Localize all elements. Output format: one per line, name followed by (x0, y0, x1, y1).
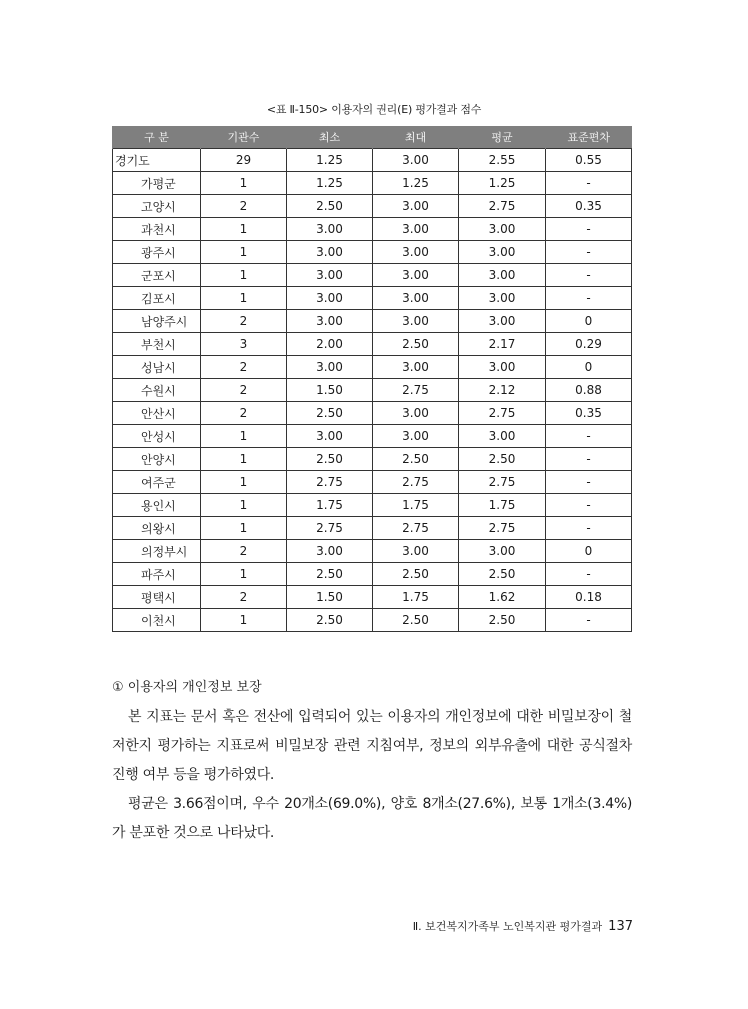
value-cell: 1 (201, 494, 287, 517)
table-row (113, 586, 632, 609)
table-row (113, 379, 632, 402)
value-cell: 2.75 (373, 379, 459, 402)
value-cell: 2.75 (459, 195, 546, 218)
value-cell: 2.50 (287, 195, 373, 218)
table-row (113, 609, 632, 632)
page-number: 137 (608, 919, 633, 934)
value-cell: 1 (201, 241, 287, 264)
column-header: 최소 (287, 126, 373, 149)
value-cell: 3.00 (373, 195, 459, 218)
value-cell: - (546, 287, 632, 310)
value-cell: 2.50 (459, 448, 546, 471)
value-cell: 0.18 (546, 586, 632, 609)
value-cell: 1.75 (459, 494, 546, 517)
value-cell: 1 (201, 172, 287, 195)
value-cell: 2.75 (287, 471, 373, 494)
table-row (113, 425, 632, 448)
value-cell: - (546, 218, 632, 241)
value-cell: 2 (201, 310, 287, 333)
value-cell: 1.25 (287, 172, 373, 195)
value-cell: 2.50 (373, 333, 459, 356)
region-name-cell: 수원시 (113, 379, 201, 402)
value-cell: - (546, 241, 632, 264)
value-cell: 1 (201, 264, 287, 287)
value-cell: 2.50 (373, 563, 459, 586)
body-text (112, 703, 632, 848)
region-name-cell: 평택시 (113, 586, 201, 609)
table-row (113, 241, 632, 264)
value-cell: 2.50 (287, 402, 373, 425)
value-cell: 3.00 (373, 241, 459, 264)
region-name-cell: 여주군 (113, 471, 201, 494)
value-cell: 3.00 (459, 218, 546, 241)
value-cell: - (546, 264, 632, 287)
value-cell: 3.00 (373, 356, 459, 379)
value-cell: 3.00 (459, 287, 546, 310)
region-name-cell: 가평군 (113, 172, 201, 195)
value-cell: 1 (201, 563, 287, 586)
score-table (112, 126, 632, 632)
value-cell: 3.00 (459, 264, 546, 287)
value-cell: 2 (201, 356, 287, 379)
value-cell: 2 (201, 540, 287, 563)
value-cell: 3 (201, 333, 287, 356)
value-cell: 0.55 (546, 149, 632, 172)
region-name-cell: 용인시 (113, 494, 201, 517)
value-cell: 2.75 (459, 471, 546, 494)
region-name-cell: 안산시 (113, 402, 201, 425)
section-heading: ① 이용자의 개인정보 보장 (112, 680, 262, 695)
running-head: Ⅱ. 보건복지가족부 노인복지관 평가결과 (412, 920, 603, 933)
value-cell: 2 (201, 195, 287, 218)
value-cell: 2.75 (373, 471, 459, 494)
value-cell: 3.00 (287, 287, 373, 310)
value-cell: 2.75 (459, 517, 546, 540)
value-cell: 29 (201, 149, 287, 172)
table-row (113, 494, 632, 517)
value-cell: 3.00 (287, 264, 373, 287)
value-cell: 2.50 (287, 563, 373, 586)
value-cell: 1.75 (373, 586, 459, 609)
value-cell: 3.00 (373, 425, 459, 448)
value-cell: - (546, 172, 632, 195)
value-cell: 3.00 (459, 241, 546, 264)
value-cell: 1.25 (373, 172, 459, 195)
value-cell: 0.29 (546, 333, 632, 356)
page-footer (413, 918, 633, 934)
value-cell: 1.75 (373, 494, 459, 517)
table-row (113, 356, 632, 379)
value-cell: - (546, 448, 632, 471)
value-cell: 1 (201, 425, 287, 448)
value-cell: 3.00 (373, 310, 459, 333)
column-header: 표준편차 (546, 126, 632, 149)
paragraph: 본 지표는 문서 혹은 전산에 입력되어 있는 이용자의 개인정보에 대한 비밀보장이 철저한지 평가하는 지표로써 비밀보장 관련 지침여부, 정보의 외부유출에 대한 공식절차 진행 여부 등을 평가하였다. (112, 709, 632, 783)
value-cell: 3.00 (373, 402, 459, 425)
value-cell: 3.00 (287, 356, 373, 379)
table-row (113, 264, 632, 287)
value-cell: 0.35 (546, 402, 632, 425)
value-cell: 0 (546, 310, 632, 333)
region-name-cell: 과천시 (113, 218, 201, 241)
value-cell: 3.00 (373, 149, 459, 172)
value-cell: 3.00 (373, 264, 459, 287)
table-row (113, 218, 632, 241)
value-cell: 2.75 (287, 517, 373, 540)
region-name-cell: 성남시 (113, 356, 201, 379)
column-header: 최대 (373, 126, 459, 149)
region-name-cell: 김포시 (113, 287, 201, 310)
value-cell: 2.55 (459, 149, 546, 172)
value-cell: 3.00 (459, 356, 546, 379)
value-cell: 2.50 (287, 609, 373, 632)
value-cell: 3.00 (287, 310, 373, 333)
table-row (113, 287, 632, 310)
value-cell: 2 (201, 586, 287, 609)
value-cell: 0 (546, 540, 632, 563)
region-name-cell: 부천시 (113, 333, 201, 356)
region-name-cell: 파주시 (113, 563, 201, 586)
value-cell: 0.88 (546, 379, 632, 402)
table-row (113, 402, 632, 425)
value-cell: - (546, 563, 632, 586)
value-cell: 3.00 (287, 241, 373, 264)
table-caption: <표 Ⅱ-150> 이용자의 권리(E) 평가결과 점수 (266, 103, 482, 116)
value-cell: - (546, 517, 632, 540)
table-row (113, 448, 632, 471)
table-row (113, 310, 632, 333)
value-cell: - (546, 609, 632, 632)
value-cell: 2 (201, 402, 287, 425)
value-cell: 1.25 (287, 149, 373, 172)
value-cell: 3.00 (373, 287, 459, 310)
value-cell: 2.50 (373, 609, 459, 632)
value-cell: 1 (201, 448, 287, 471)
value-cell: 3.00 (287, 218, 373, 241)
value-cell: 2.50 (373, 448, 459, 471)
value-cell: 0.35 (546, 195, 632, 218)
value-cell: 1.25 (459, 172, 546, 195)
value-cell: 1 (201, 287, 287, 310)
table-row (113, 149, 632, 172)
region-name-cell: 안성시 (113, 425, 201, 448)
value-cell: 3.00 (373, 540, 459, 563)
region-name-cell: 의왕시 (113, 517, 201, 540)
value-cell: 1 (201, 218, 287, 241)
value-cell: 2.12 (459, 379, 546, 402)
table-row (113, 333, 632, 356)
value-cell: 2.17 (459, 333, 546, 356)
region-name-cell: 안양시 (113, 448, 201, 471)
value-cell: 3.00 (287, 540, 373, 563)
region-name-cell: 경기도 (113, 149, 201, 172)
table-row (113, 563, 632, 586)
value-cell: 1 (201, 471, 287, 494)
region-name-cell: 고양시 (113, 195, 201, 218)
value-cell: 1.62 (459, 586, 546, 609)
region-name-cell: 군포시 (113, 264, 201, 287)
value-cell: - (546, 471, 632, 494)
table-row (113, 517, 632, 540)
region-name-cell: 광주시 (113, 241, 201, 264)
table-row (113, 471, 632, 494)
table-row (113, 195, 632, 218)
value-cell: 1 (201, 609, 287, 632)
region-name-cell: 이천시 (113, 609, 201, 632)
table-row (113, 172, 632, 195)
column-header: 평균 (459, 126, 546, 149)
value-cell: 2.50 (459, 563, 546, 586)
value-cell: - (546, 494, 632, 517)
value-cell: 3.00 (373, 218, 459, 241)
column-header: 구 분 (113, 126, 201, 149)
value-cell: 3.00 (459, 425, 546, 448)
value-cell: 1 (201, 517, 287, 540)
table-header-row (113, 126, 632, 149)
value-cell: 3.00 (459, 310, 546, 333)
value-cell: 3.00 (459, 540, 546, 563)
value-cell: 2.75 (373, 517, 459, 540)
paragraph: 평균은 3.66점이며, 우수 20개소(69.0%), 양호 8개소(27.6%), 보통 1개소(3.4%)가 분포한 것으로 나타났다. (112, 796, 632, 841)
value-cell: 2.50 (287, 448, 373, 471)
table-row (113, 540, 632, 563)
value-cell: 1.75 (287, 494, 373, 517)
column-header: 기관수 (201, 126, 287, 149)
value-cell: 2.00 (287, 333, 373, 356)
region-name-cell: 의정부시 (113, 540, 201, 563)
value-cell: 2.75 (459, 402, 546, 425)
value-cell: 3.00 (287, 425, 373, 448)
value-cell: 1.50 (287, 379, 373, 402)
value-cell: 2 (201, 379, 287, 402)
value-cell: 1.50 (287, 586, 373, 609)
value-cell: - (546, 425, 632, 448)
region-name-cell: 남양주시 (113, 310, 201, 333)
value-cell: 0 (546, 356, 632, 379)
value-cell: 2.50 (459, 609, 546, 632)
